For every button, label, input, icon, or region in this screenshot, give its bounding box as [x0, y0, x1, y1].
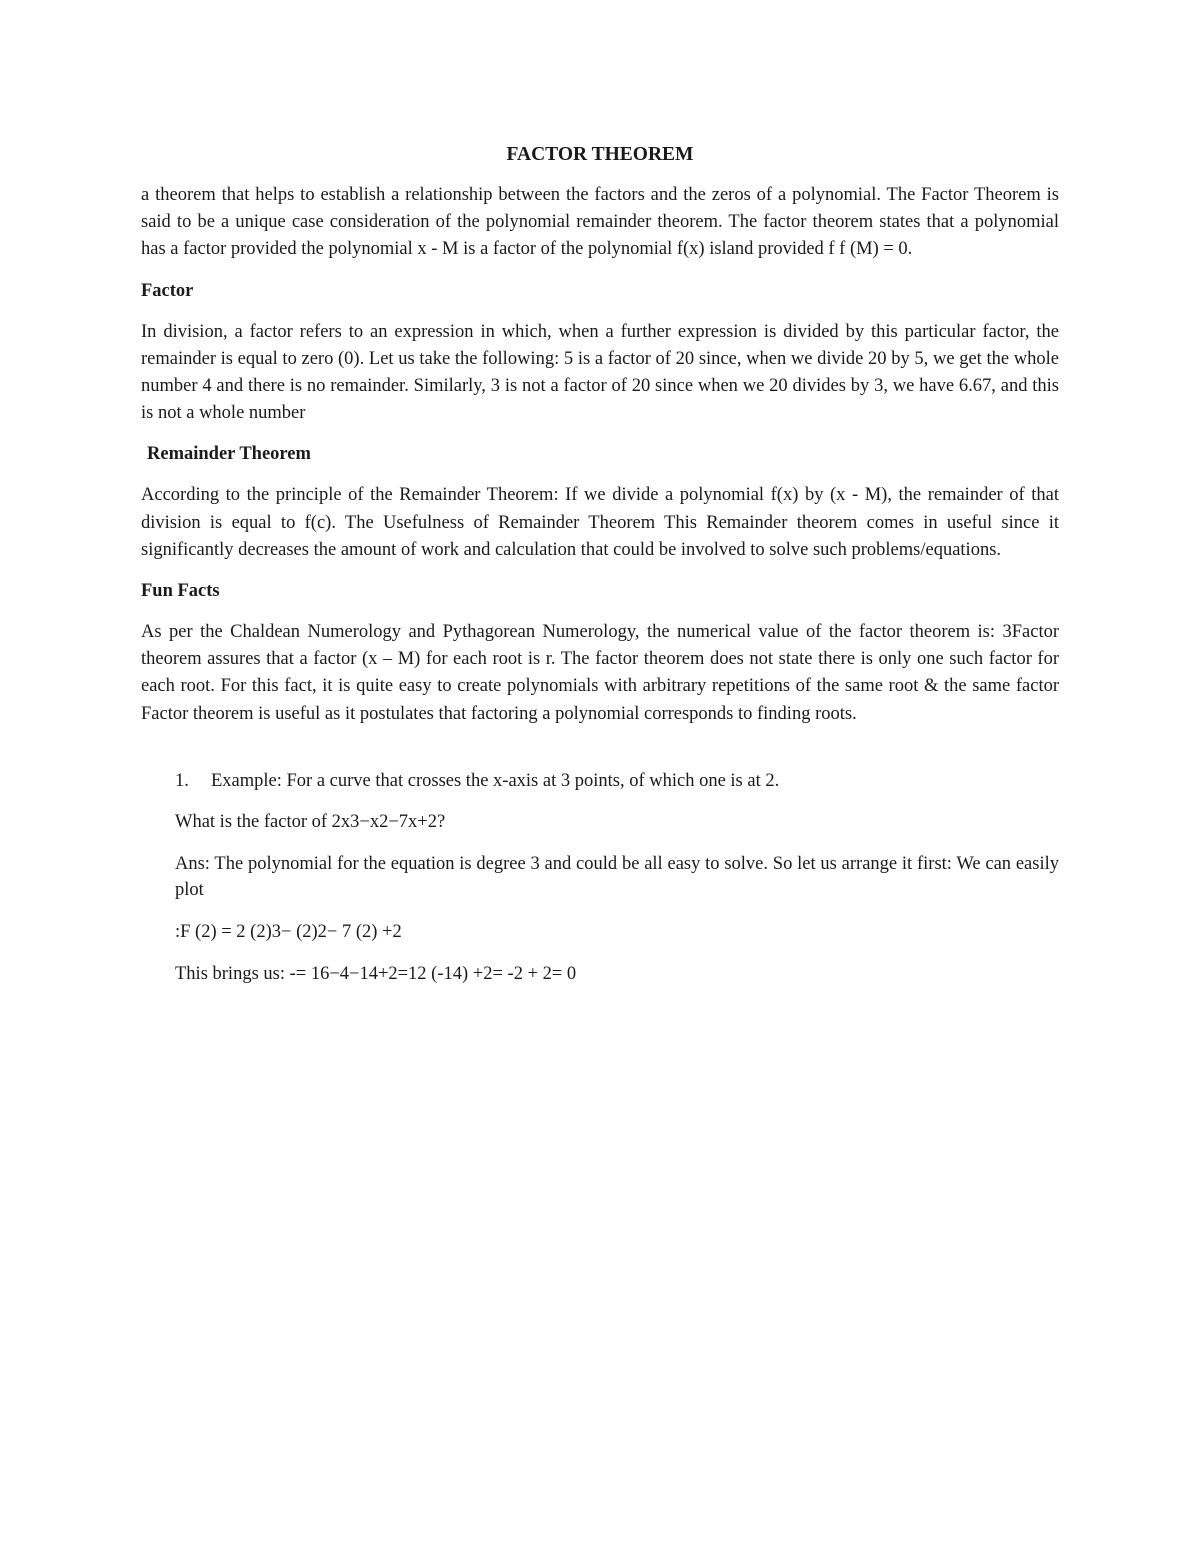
example-question: What is the factor of 2x3−x2−7x+2?: [175, 811, 446, 832]
example-step-1: :F (2) = 2 (2)3− (2)2− 7 (2) +2: [175, 921, 402, 942]
example-number: 1.: [175, 770, 189, 791]
section-heading-factor: Factor: [141, 280, 194, 301]
document-title: FACTOR THEOREM: [506, 144, 694, 165]
example-label: Example: For a curve that crosses the x-axis at 3 points, of which one is at 2.: [211, 770, 780, 791]
example-answer: Ans: The polynomial for the equation is degree 3 and could be all easy to solve. So let us arrange it first: We can easily plot: [175, 853, 1059, 900]
section-body-factor: In division, a factor refers to an expression in which, when a further expression is divided by this particular factor, the remainder is equal to zero (0). Let us take the following: 5 is a factor of 20 since, when we divide 20 by 5, we get the whole number 4 and there is no remainder. Similarly, 3 is not a factor of 20 since when we 20 divides by 3, we have 6.67, and this is not a whole number: [141, 321, 1059, 424]
section-heading-remainder-theorem: Remainder Theorem: [147, 444, 311, 465]
section-body-remainder-theorem: According to the principle of the Remainder Theorem: If we divide a polynomial f(x) by (x - M), the remainder of that division is equal to f(c). The Usefulness of Remainder Theorem This Remainder theorem comes in useful since it significantly decreases the amount of work and calculation that could be involved to solve such problems/equations.: [141, 485, 1059, 560]
example-block: [141, 768, 1059, 987]
example-step-2: This brings us: -= 16−4−14+2=12 (-14) +2= -2 + 2= 0: [175, 963, 577, 984]
section-body-fun-facts: As per the Chaldean Numerology and Pythagorean Numerology, the numerical value of the factor theorem is: 3Factor theorem assures that a factor (x – M) for each root is r. The factor theorem does not state there is only one such factor for each root. For this fact, it is quite easy to create polynomials with arbitrary repetitions of the same root & the same factor Factor theorem is useful as it postulates that factoring a polynomial corresponds to finding roots.: [141, 622, 1059, 724]
example-list-item: [175, 768, 1059, 795]
document-page: [141, 141, 1059, 1003]
section-heading-fun-facts: Fun Facts: [141, 581, 220, 602]
intro-paragraph: a theorem that helps to establish a relationship between the factors and the zeros of a polynomial. The Factor Theorem is said to be a unique case consideration of the polynomial remainder theorem. The factor theorem states that a polynomial has a factor provided the polynomial x - M is a factor of the polynomial f(x) island provided f f (M) = 0.: [141, 185, 1059, 260]
